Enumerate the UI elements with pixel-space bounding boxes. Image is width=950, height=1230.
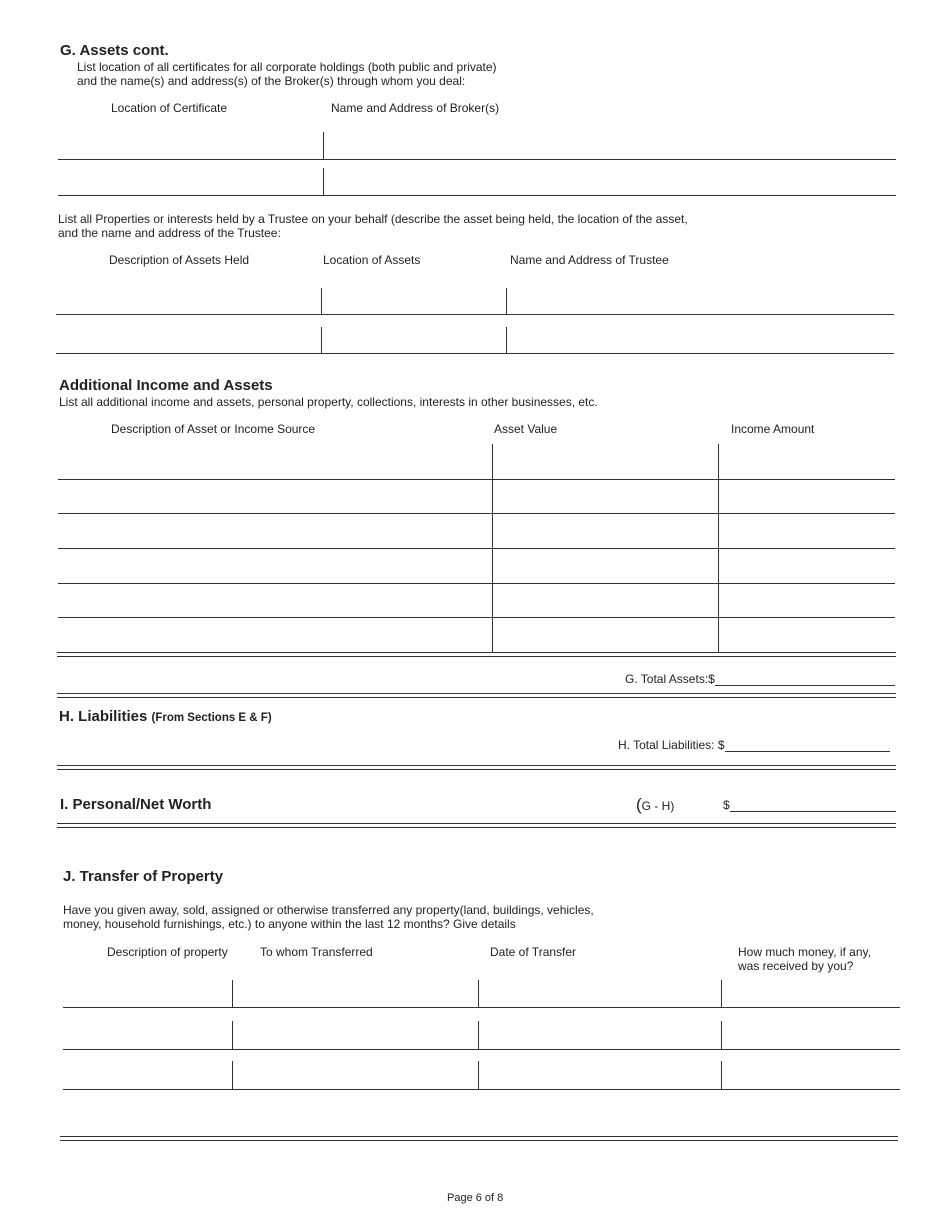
net-worth-paren: ( (636, 795, 642, 814)
page-number: Page 6 of 8 (447, 1192, 504, 1204)
col-money-received-1: How much money, if any, (738, 945, 871, 959)
col-description-of-property: Description of property (107, 945, 228, 959)
total-assets-field[interactable] (715, 673, 895, 686)
total-assets-row (625, 672, 895, 686)
col-income-amount: Income Amount (731, 422, 815, 436)
additional-income-instruction: List all additional income and assets, personal property, collections, interests in other businesses, etc. (59, 395, 598, 409)
net-worth-dollar: $ (723, 798, 730, 812)
total-liabilities-field[interactable] (725, 739, 890, 752)
section-g-instruction-2: and the name(s) and address(s) of the Broker(s) through whom you deal: (77, 74, 466, 88)
net-worth-formula-text: G - H) (641, 799, 675, 813)
section-h-title (59, 708, 272, 725)
additional-income-title: Additional Income and Assets (59, 377, 273, 394)
col-money-received-2: was received by you? (738, 959, 854, 973)
total-liabilities-row (618, 738, 890, 752)
col-to-whom-transferred: To whom Transferred (260, 945, 373, 959)
col-description-of-assets-held: Description of Assets Held (109, 253, 250, 267)
net-worth-field[interactable] (730, 799, 896, 812)
net-worth-row (723, 798, 896, 812)
section-g-instruction-1: List location of all certificates for all corporate holdings (both public and private) (77, 60, 497, 74)
col-date-of-transfer: Date of Transfer (490, 945, 577, 959)
net-worth-formula (636, 795, 674, 815)
section-j-question-1: Have you given away, sold, assigned or otherwise transferred any property(land, buildings, vehicles, (63, 903, 594, 917)
col-asset-income-description: Description of Asset or Income Source (111, 422, 316, 436)
col-location-of-certificate: Location of Certificate (111, 101, 228, 115)
section-h-end-rule (57, 765, 896, 770)
col-location-of-assets: Location of Assets (323, 253, 421, 267)
section-i-end-rule (57, 823, 896, 828)
section-h-title-text: H. Liabilities (59, 708, 148, 725)
section-h-subtitle: (From Sections E & F) (151, 712, 272, 724)
total-liabilities-label: H. Total Liabilities: $ (618, 738, 725, 752)
section-j-title: J. Transfer of Property (63, 868, 224, 885)
trustee-instruction-2: and the name and address of the Trustee: (58, 226, 281, 240)
section-g-title: G. Assets cont. (60, 42, 169, 59)
col-trustee-name-address: Name and Address of Trustee (510, 253, 669, 267)
total-assets-label: G. Total Assets:$ (625, 672, 715, 686)
additional-table-bottom-rule (57, 652, 896, 657)
section-g-end-rule (57, 693, 896, 698)
section-j-end-rule (60, 1136, 898, 1141)
section-j-question-2: money, household furnishings, etc.) to anyone within the last 12 months? Give details (63, 917, 516, 931)
trustee-instruction-1: List all Properties or interests held by a Trustee on your behalf (describe the asset being held, the location of the asset, (58, 212, 688, 226)
col-asset-value: Asset Value (494, 422, 558, 436)
section-i-title: I. Personal/Net Worth (60, 796, 212, 813)
col-broker-name-address: Name and Address of Broker(s) (331, 101, 500, 115)
